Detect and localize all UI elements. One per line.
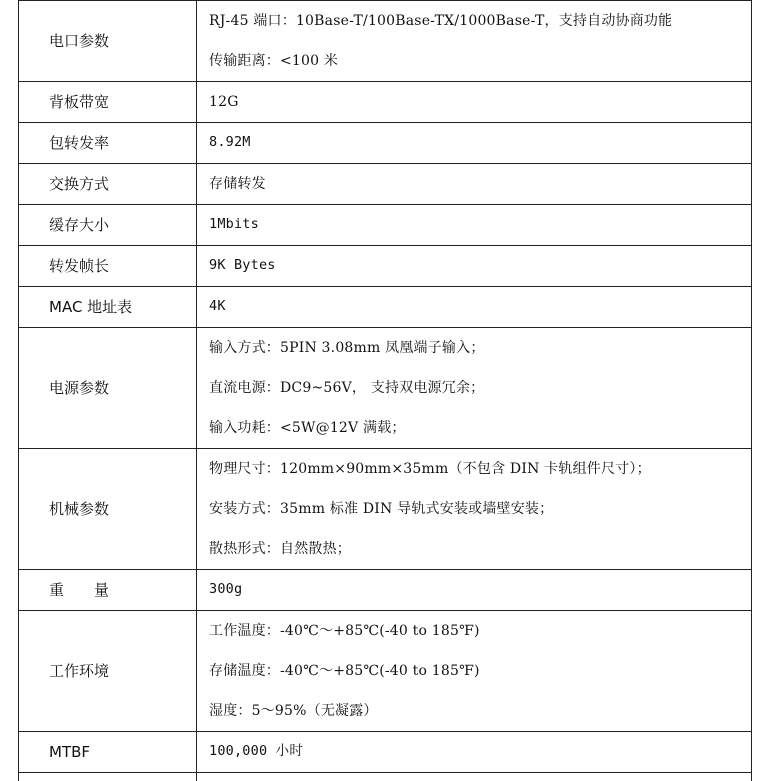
spec-key: 缓存大小 (19, 205, 197, 246)
spec-row (19, 123, 752, 164)
spec-row (19, 1, 752, 82)
spec-value (197, 328, 752, 449)
spec-value (197, 570, 752, 611)
spec-value-line: 4K (209, 298, 226, 315)
spec-value (197, 732, 752, 773)
spec-row (19, 287, 752, 328)
spec-row (19, 246, 752, 287)
spec-value (197, 246, 752, 287)
spec-key: 机械参数 (19, 449, 197, 570)
spec-row (19, 611, 752, 732)
spec-value-line: 直流电源：DC9~56V， 支持双电源冗余； (209, 380, 485, 396)
spec-row (19, 570, 752, 611)
spec-value-line: RJ-45 端口：10Base-T/100Base-TX/1000Base-T，支持自动协商功能 (209, 13, 673, 29)
spec-value (197, 1, 752, 82)
table-continuation (19, 773, 752, 781)
table-continuation-cell (19, 773, 197, 781)
spec-value-line: 湿度：5～95%（无凝露） (209, 703, 378, 719)
spec-row (19, 164, 752, 205)
spec-table (18, 0, 752, 781)
spec-key: MTBF (19, 732, 197, 773)
spec-value-line: 存储温度：-40℃～+85℃(-40 to 185℉) (209, 663, 480, 679)
spec-key: 交换方式 (19, 164, 197, 205)
spec-value (197, 287, 752, 328)
spec-value (197, 205, 752, 246)
spec-value-line: 输入方式：5PIN 3.08mm 凤凰端子输入； (209, 340, 485, 356)
spec-value (197, 123, 752, 164)
spec-value (197, 164, 752, 205)
spec-value-line: 输入功耗：<5W@12V 满载； (209, 420, 406, 436)
spec-value-line: 物理尺寸：120mm×90mm×35mm（不包含 DIN 卡轨组件尺寸）； (209, 461, 651, 477)
spec-key: 背板带宽 (19, 82, 197, 123)
spec-key: 电源参数 (19, 328, 197, 449)
spec-value-line: 1Mbits (209, 216, 259, 233)
spec-value-line: 9K Bytes (209, 257, 276, 274)
spec-row (19, 205, 752, 246)
spec-key: 电口参数 (19, 1, 197, 82)
spec-value-line: 8.92M (209, 134, 251, 151)
spec-key: 工作环境 (19, 611, 197, 732)
spec-row (19, 449, 752, 570)
spec-row (19, 732, 752, 773)
spec-value (197, 611, 752, 732)
spec-value-line: 安装方式：35mm 标准 DIN 导轨式安装或墙壁安装； (209, 501, 554, 517)
spec-value-line: 存储转发 (209, 176, 266, 192)
table-continuation-cell (197, 773, 752, 781)
spec-value-line: 工作温度：-40℃～+85℃(-40 to 185℉) (209, 623, 480, 639)
spec-key: MAC 地址表 (19, 287, 197, 328)
spec-value-line: 传输距离：<100 米 (209, 53, 339, 69)
spec-value-line: 300g (209, 581, 243, 598)
spec-value-line: 12G (209, 94, 239, 110)
spec-value (197, 449, 752, 570)
spec-value (197, 82, 752, 123)
spec-key: 包转发率 (19, 123, 197, 164)
spec-row (19, 82, 752, 123)
spec-value-line: 100,000 小时 (209, 743, 304, 760)
spec-row (19, 328, 752, 449)
spec-key: 转发帧长 (19, 246, 197, 287)
spec-value-line: 散热形式：自然散热； (209, 541, 351, 557)
spec-key: 重 量 (19, 570, 197, 611)
